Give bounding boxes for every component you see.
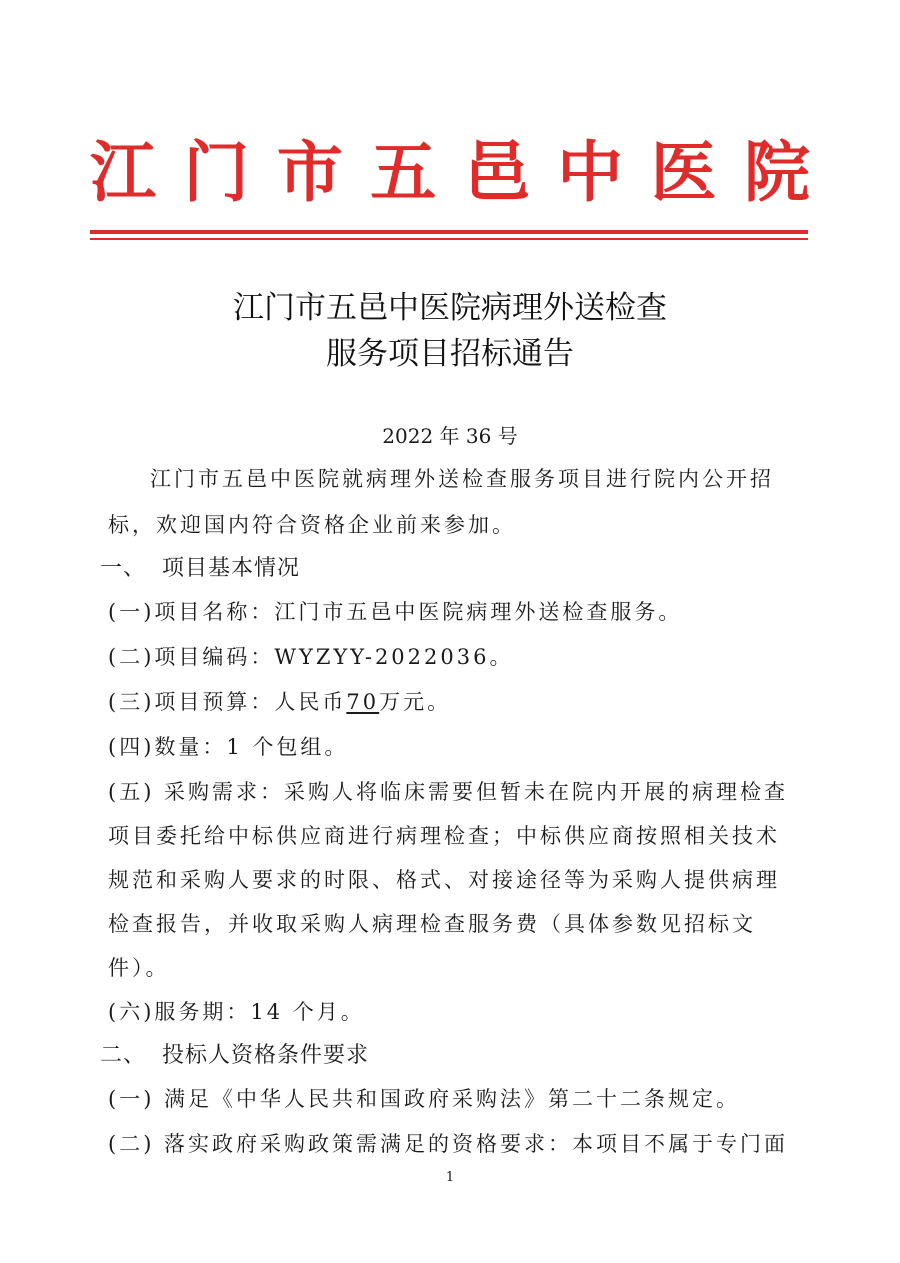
- item-demand-line: 件）。: [108, 956, 170, 980]
- letterhead-char: 中: [557, 133, 624, 211]
- letterhead-char: 邑: [463, 133, 530, 211]
- budget-value: 70: [346, 690, 380, 714]
- item-demand-line: (五) 采购需求：采购人将临床需要但暂未在院内开展的病理检查: [108, 780, 789, 804]
- item-demand-line: 检查报告，并收取采购人病理检查服务费（具体参数见招标文: [108, 912, 756, 936]
- budget-suffix: 万元。: [379, 690, 452, 714]
- item-demand-line: 项目委托给中标供应商进行病理检查；中标供应商按照相关技术: [108, 824, 780, 848]
- qualification-item: (一) 满足《中华人民共和国政府采购法》第二十二条规定。: [108, 1087, 741, 1111]
- document-number: 2022 年 36 号: [382, 424, 518, 448]
- item-project-code: (二)项目编码：WYZYY-2022036。: [108, 645, 514, 669]
- intro-line-1: 江门市五邑中医院就病理外送检查服务项目进行院内公开招: [150, 467, 774, 491]
- budget-prefix: (三)项目预算：人民币: [108, 690, 347, 714]
- letterhead-char: 市: [276, 133, 343, 211]
- section-1-title: 项目基本情况: [162, 556, 301, 581]
- document-title-line-2: 服务项目招标通告: [326, 336, 574, 372]
- document-title-line-1: 江门市五邑中医院病理外送检查: [233, 290, 667, 326]
- letterhead: [90, 132, 810, 212]
- item-project-budget: [108, 686, 451, 716]
- page-number: 1: [445, 1170, 455, 1185]
- intro-line-2: 标，欢迎国内符合资格企业前来参加。: [108, 513, 516, 537]
- qualification-item: (二) 落实政府采购政策需满足的资格要求：本项目不属于专门面: [108, 1132, 789, 1156]
- section-1-heading: [100, 551, 300, 582]
- item-quantity: (四)数量：1 个包组。: [108, 735, 349, 759]
- section-2-heading: [100, 1038, 369, 1069]
- item-project-name: (一)项目名称：江门市五邑中医院病理外送检查服务。: [108, 600, 683, 624]
- letterhead-rule-thin: [90, 238, 808, 240]
- section-2-title: 投标人资格条件要求: [162, 1043, 370, 1068]
- section-1-number: 一、: [100, 556, 147, 581]
- letterhead-char: 医: [650, 133, 717, 211]
- item-demand-line: 规范和采购人要求的时限、格式、对接途径等为采购人提供病理: [108, 868, 780, 892]
- letterhead-rule-thick: [90, 230, 808, 234]
- letterhead-char: 院: [743, 133, 810, 211]
- letterhead-char: 江: [90, 133, 156, 211]
- item-service-period: (六)服务期：14 个月。: [108, 1000, 365, 1024]
- section-2-number: 二、: [100, 1043, 147, 1068]
- letterhead-char: 五: [370, 133, 437, 211]
- letterhead-char: 门: [183, 133, 250, 211]
